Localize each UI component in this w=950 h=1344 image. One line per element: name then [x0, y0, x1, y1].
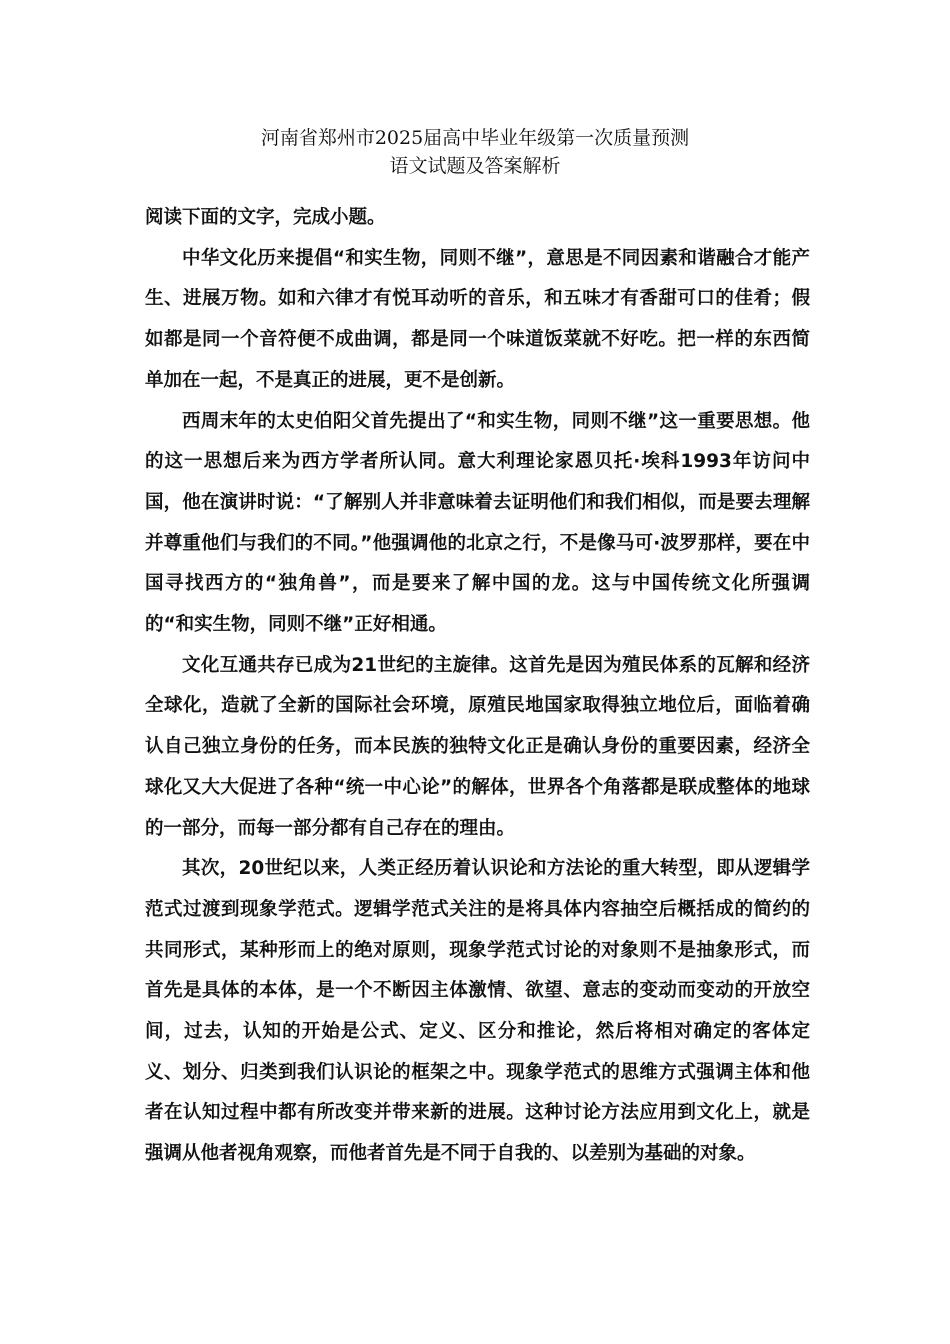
paragraph-3: 文化互通共存已成为21世纪的主旋律。这首先是因为殖民体系的瓦解和经济全球化，造就了全新的国际社会环境，原殖民地国家取得独立地位后，面临着确认自己独立身份的任务，而本民族的独特文化正是确认身份的重要因素，经济全球化又大大促进了各种“统一中心论”的解体，世界各个角落都是联成整体的地球的一部分，而每一部分都有自己存在的理由。 — [145, 654, 810, 839]
document-title — [0, 124, 950, 180]
title-line-2: 语文试题及答案解析 — [389, 155, 561, 177]
paragraph-4: 其次，20世纪以来，人类正经历着认识论和方法论的重大转型，即从逻辑学范式过渡到现象学范式。逻辑学范式关注的是将具体内容抽空后概括成的简约的共同形式，某种形而上的绝对原则，现象学范式讨论的对象则不是抽象形式，而首先是具体的本体，是一个不断因主体激情、欲望、意志的变动而变动的开放空间，过去，认知的开始是公式、定义、区分和推论，然后将相对确定的客体定义、划分、归类到我们认识论的框架之中。现象学范式的思维方式强调主体和他者在认知过程中都有所改变并带来新的进展。这种讨论方法应用到文化上，就是强调从他者视角观察，而他者首先是不同于自我的、以差别为基础的对象。 — [145, 858, 810, 1165]
reading-instruction: 阅读下面的文字，完成小题。 — [145, 207, 386, 228]
paragraph-1: 中华文化历来提倡“和实生物，同则不继”，意思是不同因素和谐融合才能产生、进展万物。如和六律才有悦耳动听的音乐，和五味才有香甜可口的佳肴；假如都是同一个音符便不成曲调，都是同一个味道饭菜就不好吃。把一样的东西简单加在一起，不是真正的进展，更不是创新。 — [145, 247, 810, 391]
paragraph-2: 西周末年的太史伯阳父首先提出了“和实生物，同则不继”这一重要思想。他的这一思想后来为西方学者所认同。意大利理论家恩贝托·埃科1993年访问中国，他在演讲时说：“了解别人并非意味着去证明他们和我们相似，而是要去理解并尊重他们与我们的不同。”他强调他的北京之行，不是像马可·波罗那样，要在中国寻找西方的“独角兽”，而是要来了解中国的龙。这与中国传统文化所强调的“和实生物，同则不继”正好相通。 — [145, 410, 810, 636]
reading-passage — [145, 198, 810, 1175]
title-line-1: 河南省郑州市2025届高中毕业年级第一次质量预测 — [260, 127, 690, 149]
